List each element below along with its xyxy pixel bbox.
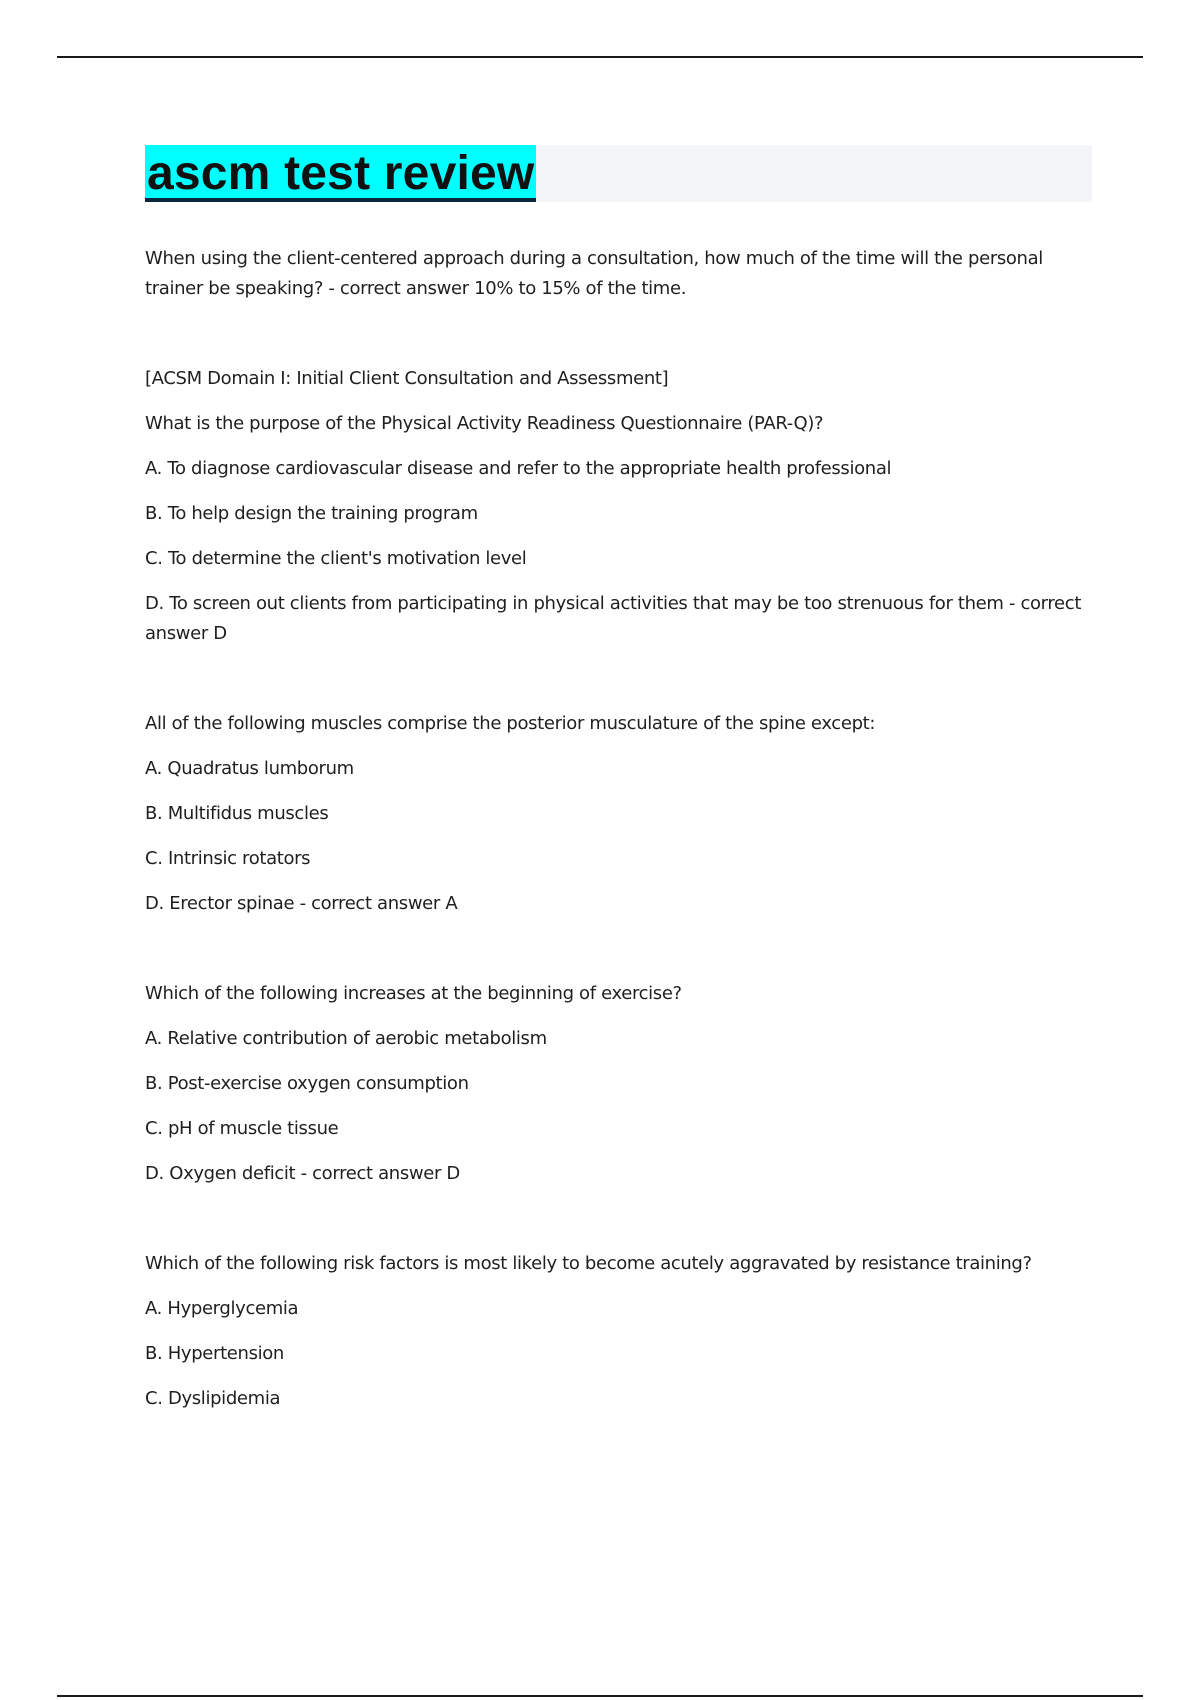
answer-option: C. To determine the client's motivation level	[145, 548, 527, 569]
top-rule	[57, 56, 1143, 58]
question-text: Which of the following risk factors is most likely to become acutely aggravated by resistance training?	[145, 1253, 1032, 1274]
answer-option: B. To help design the training program	[145, 503, 478, 524]
answer-option: B. Hypertension	[145, 1343, 284, 1364]
bottom-rule	[57, 1695, 1143, 1697]
answer-option: B. Multifidus muscles	[145, 803, 329, 824]
question-text: All of the following muscles comprise the posterior musculature of the spine except:	[145, 713, 876, 734]
answer-option: D. Oxygen deficit - correct answer D	[145, 1163, 460, 1184]
answer-option: A. Hyperglycemia	[145, 1298, 299, 1319]
answer-option: C. Intrinsic rotators	[145, 848, 311, 869]
intro-paragraph: When using the client-centered approach during a consultation, how much of the time will the personal trainer be speaking? - correct answer 10% to 15% of the time.	[145, 248, 1043, 299]
domain-label: [ACSM Domain I: Initial Client Consultation and Assessment]	[145, 368, 669, 389]
answer-option: C. Dyslipidemia	[145, 1388, 281, 1409]
answer-option: A. To diagnose cardiovascular disease and refer to the appropriate health professional	[145, 458, 892, 479]
answer-option: C. pH of muscle tissue	[145, 1118, 339, 1139]
answer-option: B. Post-exercise oxygen consumption	[145, 1073, 469, 1094]
document-title: ascm test review	[147, 147, 535, 200]
question-text: What is the purpose of the Physical Activity Readiness Questionnaire (PAR-Q)?	[145, 413, 824, 434]
document-body	[145, 244, 1090, 1429]
answer-option: D. Erector spinae - correct answer A	[145, 893, 458, 914]
answer-option: A. Relative contribution of aerobic metabolism	[145, 1028, 547, 1049]
answer-option: D. To screen out clients from participating in physical activities that may be too strenuous for them - correct answer D	[145, 593, 1082, 644]
question-text: Which of the following increases at the beginning of exercise?	[145, 983, 682, 1004]
answer-option: A. Quadratus lumborum	[145, 758, 354, 779]
